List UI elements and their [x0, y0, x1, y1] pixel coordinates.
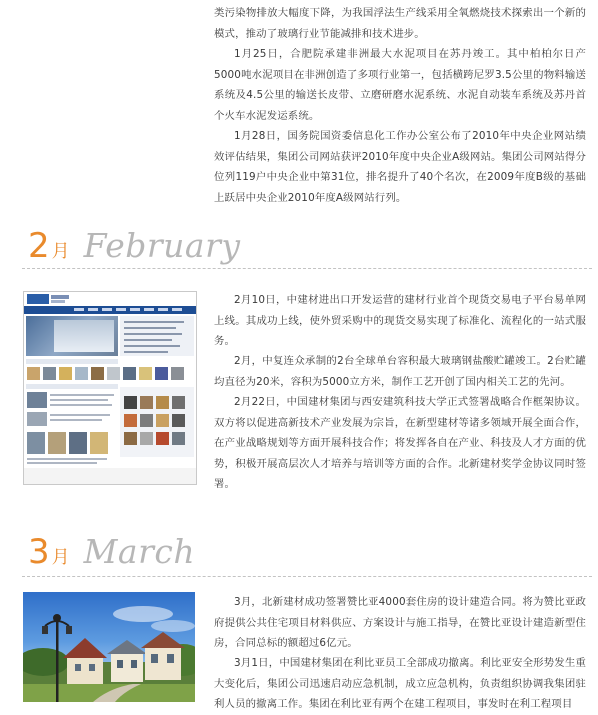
section-divider: [22, 576, 592, 577]
paragraph-jan-continued: 类污染物排放大幅度下降，为我国浮法生产线采用全氧燃烧技术探索出一个新的模式，推动了玻璃行业节能减排和技术进步。: [214, 7, 586, 40]
month-english: February: [83, 226, 241, 265]
month-number: 3: [28, 532, 50, 572]
section-divider: [22, 268, 592, 269]
month-chinese: 月: [51, 241, 70, 262]
month-english: March: [83, 532, 196, 571]
paragraph-jan-28: 1月28日，国务院国资委信息化工作办公室公布了2010年中央企业网站绩效评估结果，集团公司网站获评2010年度中央企业A级网站。集团公司网站得分位列119户中央企业中第31位，排名提升了40个名次，在2009年度B级的基础上跃居中央企业2010年度A级网站行列。: [214, 130, 586, 204]
month-number: 2: [28, 226, 50, 266]
paragraph-jan-25: 1月25日，合肥院承建非洲最大水泥项目在苏丹竣工。其中柏柏尔日产5000吨水泥项目在非洲创造了多项行业第一，包括横跨尼罗3.5公里的物料输送系统及4.5公里的输送长皮带、立磨研磨水泥系统、水泥自动装车系统及苏丹首个火车水泥发运系统。: [214, 48, 586, 122]
paragraph-mar-1: 3月1日，中国建材集团在利比亚员工全部成功撤离。利比亚安全形势发生重大变化后，集团公司迅速启动应急机制，成立应急机构，负责组织协调我集团驻利人员的撤离工作。集团在利比亚有两个在建工程项目，事发时在利工程项目: [214, 657, 586, 710]
website-screenshot-image: [23, 291, 197, 485]
paragraph-mar-zambia: 3月，北新建材成功签署赞比亚4000套住房的设计建造合同。将为赞比亚政府提供公共住宅项目材料供应、方案设计与施工指导，在赞比亚设计建造新型住房，合同总标的额超过6亿元。: [214, 596, 586, 649]
paragraph-feb-22: 2月22日，中国建材集团与西安建筑科技大学正式签署战略合作框架协议。双方将以促进高新技术产业发展为宗旨，在新型建材等诸多领域开展全面合作，在产业战略规划等方面开展科技合作；将发挥各自在产业、科技及人才方面的优势，积极开展高层次人才培养与培训等方面的合作。北新建材奖学金协议同时签署。: [214, 396, 586, 490]
paragraph-feb-10: 2月10日，中建材进出口开发运营的建材行业首个现货交易电子平台易单网上线。其成功上线，使外贸采购中的现货交易实现了标准化、流程化的一站式服务。: [214, 294, 586, 347]
month-heading-february: [28, 226, 241, 272]
houses-photo: [23, 592, 195, 702]
paragraph-feb-tank: 2月，中复连众承制的2台全球单台容积最大玻璃钢盐酸贮罐竣工。2台贮罐均直径为20米，容积为5000立方米，制作工艺开创了国内相关工艺的先河。: [214, 355, 586, 388]
month-heading-march: [28, 532, 195, 578]
month-chinese: 月: [51, 547, 70, 568]
